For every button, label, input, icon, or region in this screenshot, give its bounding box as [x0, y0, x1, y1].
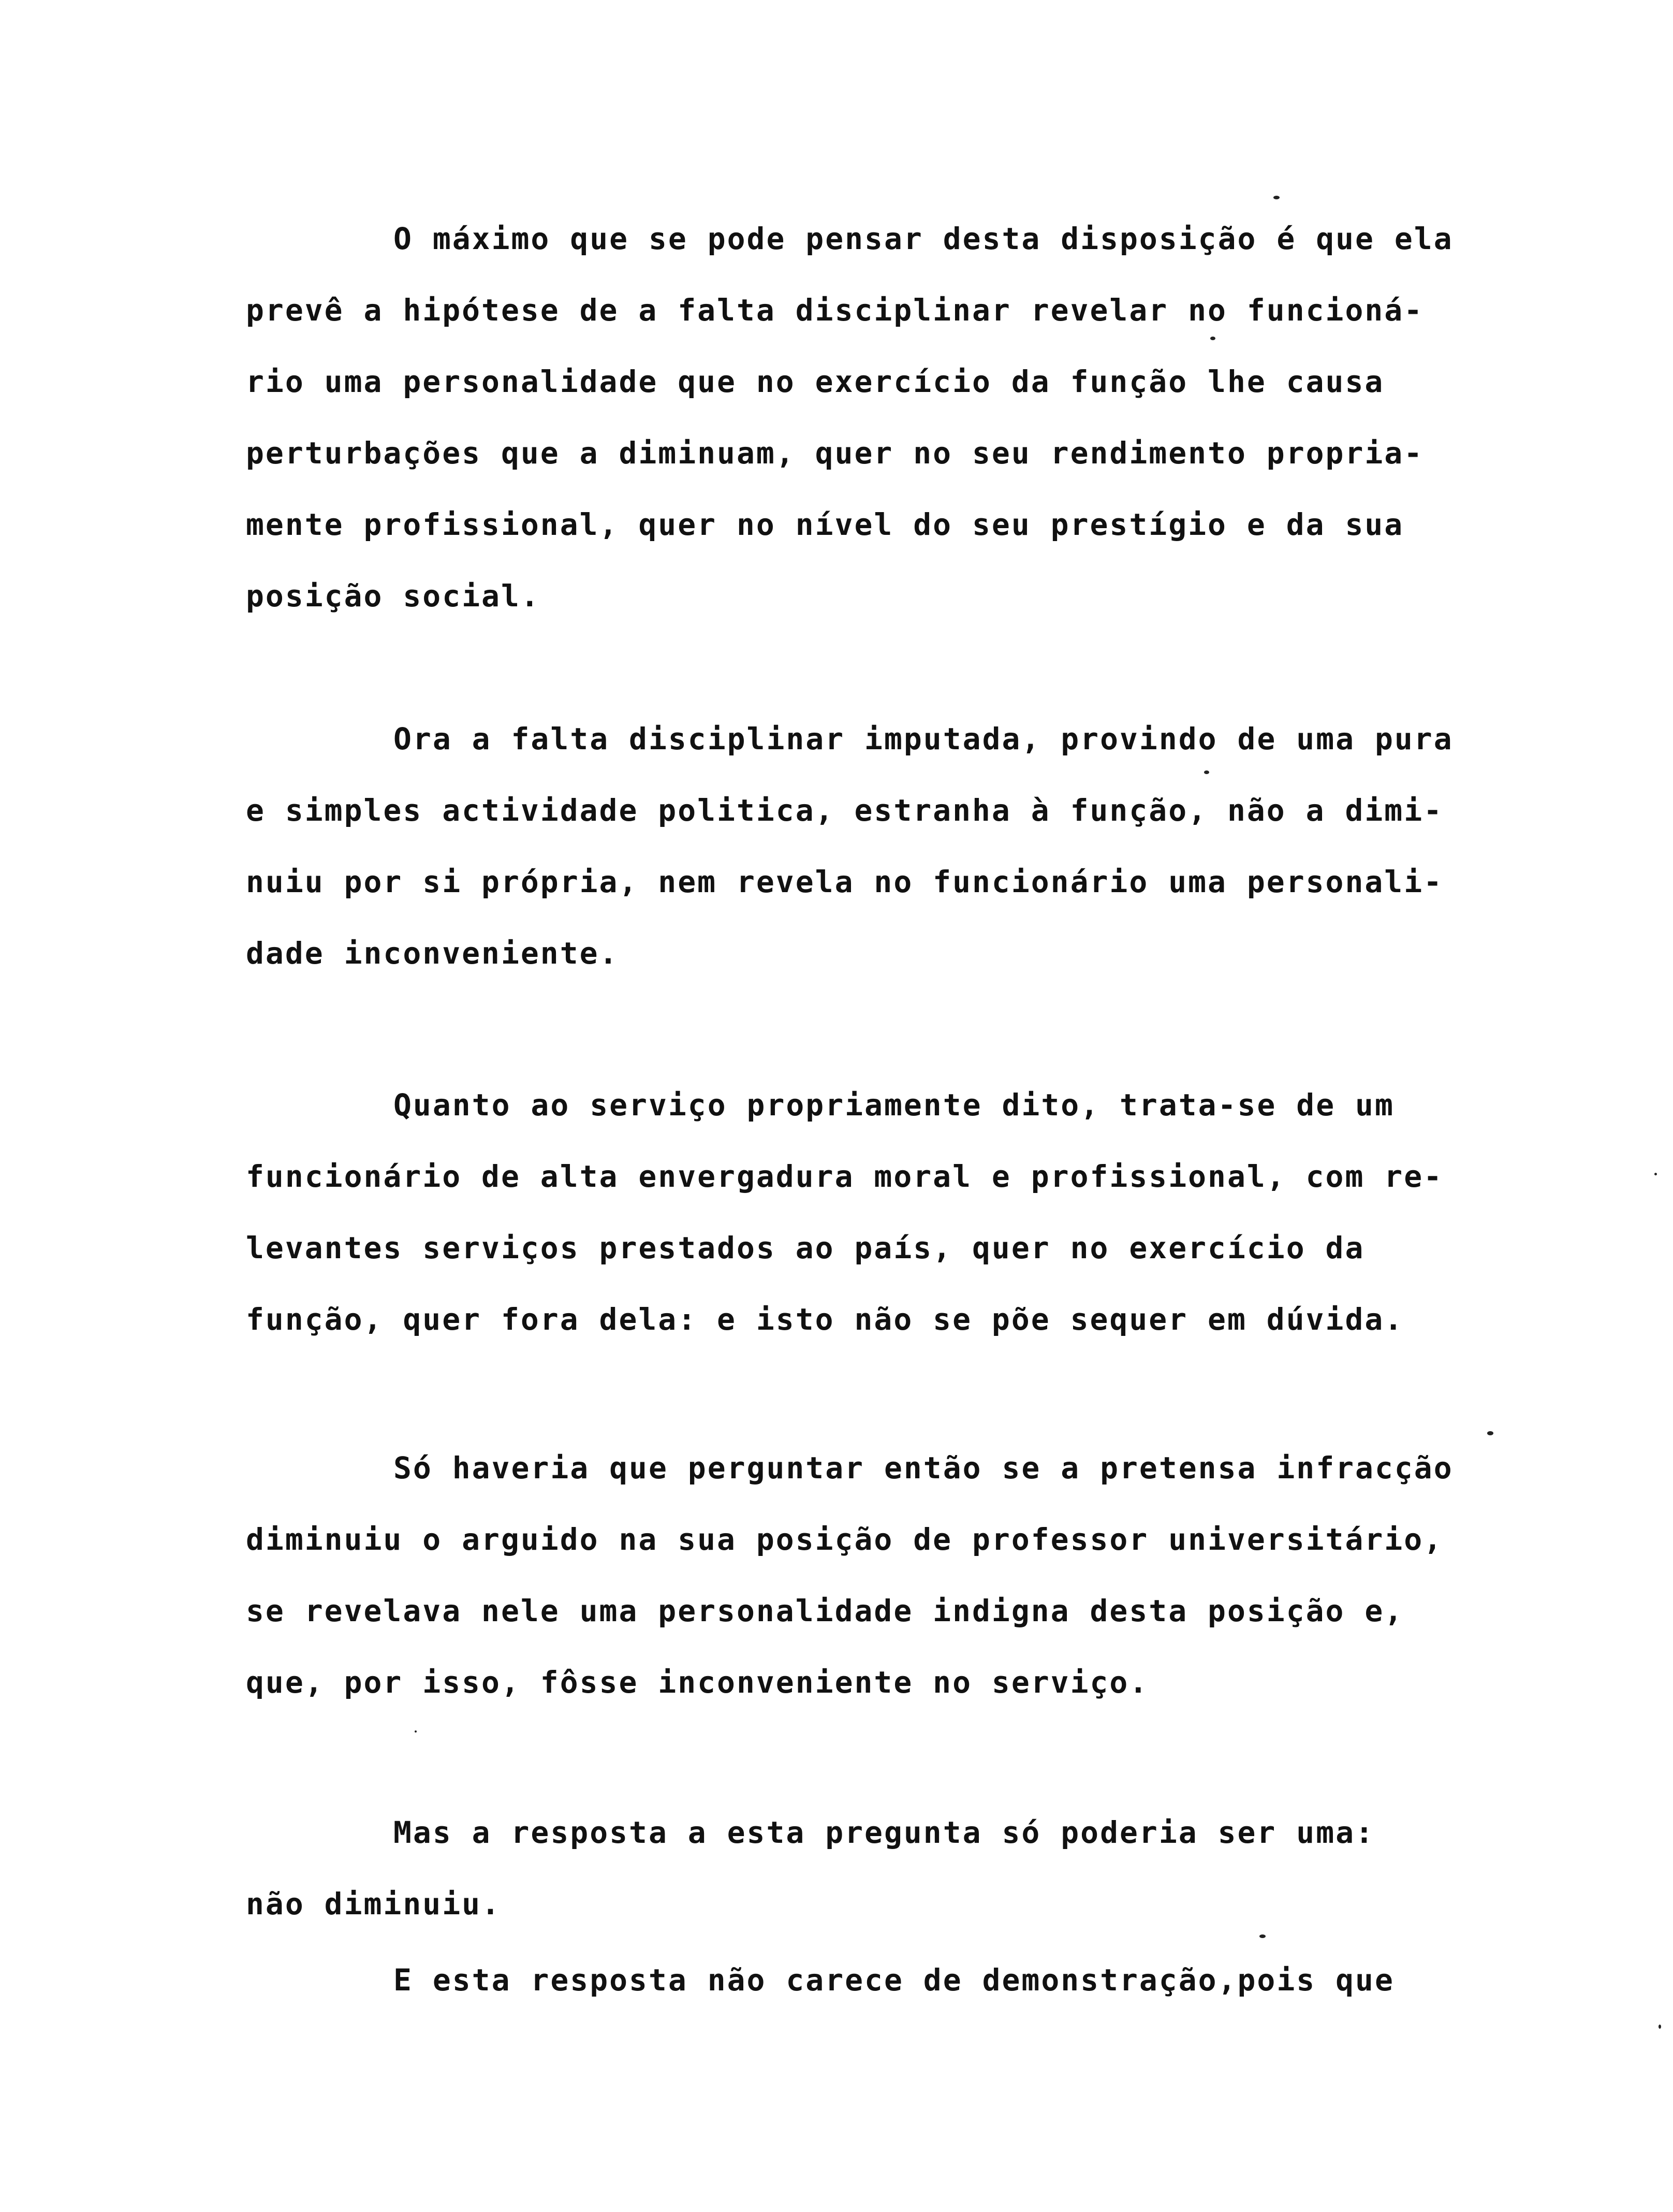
paragraph-3-line-2: funcionário de alta envergadura moral e profissional, com re-	[246, 1159, 1444, 1194]
paragraph-1-line-2: prevê a hipótese de a falta disciplinar revelar no funcioná-	[246, 293, 1424, 328]
paragraph-5-line-1: Mas a resposta a esta pregunta só poderia ser uma:	[393, 1815, 1375, 1850]
paragraph-5-line-2: não diminuiu.	[246, 1886, 501, 1922]
paragraph-1-line-4: perturbações que a diminuam, quer no seu rendimento propria-	[246, 435, 1424, 471]
ink-speck	[1273, 196, 1280, 199]
ink-speck	[1654, 1173, 1657, 1175]
paragraph-4-line-4: que, por isso, fôsse inconveniente no serviço.	[246, 1665, 1149, 1700]
paragraph-2-line-3: nuiu por si própria, nem revela no funcionário uma personali-	[246, 864, 1444, 899]
paragraph-1-line-1: O máximo que se pode pensar desta disposição é que ela	[393, 221, 1454, 256]
ink-speck	[1487, 1431, 1493, 1435]
ink-speck	[1204, 770, 1209, 774]
paragraph-3-line-1: Quanto ao serviço propriamente dito, trata-se de um	[393, 1087, 1395, 1123]
ink-speck	[1210, 337, 1215, 340]
paragraph-1-line-6: posição social.	[246, 578, 540, 614]
paragraph-2-line-2: e simples actividade politica, estranha à função, não a dimi-	[246, 793, 1444, 828]
ink-speck	[1659, 2025, 1661, 2029]
paragraph-2-line-1: Ora a falta disciplinar imputada, provindo de uma pura	[393, 721, 1454, 756]
paragraph-1-line-5: mente profissional, quer no nível do seu prestígio e da sua	[246, 507, 1404, 542]
ink-speck	[1259, 1934, 1266, 1938]
ink-speck	[415, 1730, 417, 1733]
paragraph-4-line-3: se revelava nele uma personalidade indigna desta posição e,	[246, 1593, 1404, 1628]
paragraph-2-line-4: dade inconveniente.	[246, 936, 619, 971]
paragraph-6-line-1: E esta resposta não carece de demonstração,pois que	[393, 1962, 1395, 1998]
paragraph-4-line-2: diminuiu o arguido na sua posição de professor universitário,	[246, 1522, 1444, 1557]
paragraph-3-line-3: levantes serviços prestados ao país, quer no exercício da	[246, 1230, 1365, 1265]
paragraph-3-line-4: função, quer fora dela: e isto não se põe sequer em dúvida.	[246, 1302, 1404, 1337]
paragraph-1-line-3: rio uma personalidade que no exercício da função lhe causa	[246, 364, 1385, 399]
paragraph-4-line-1: Só haveria que perguntar então se a pretensa infracção	[393, 1450, 1454, 1486]
